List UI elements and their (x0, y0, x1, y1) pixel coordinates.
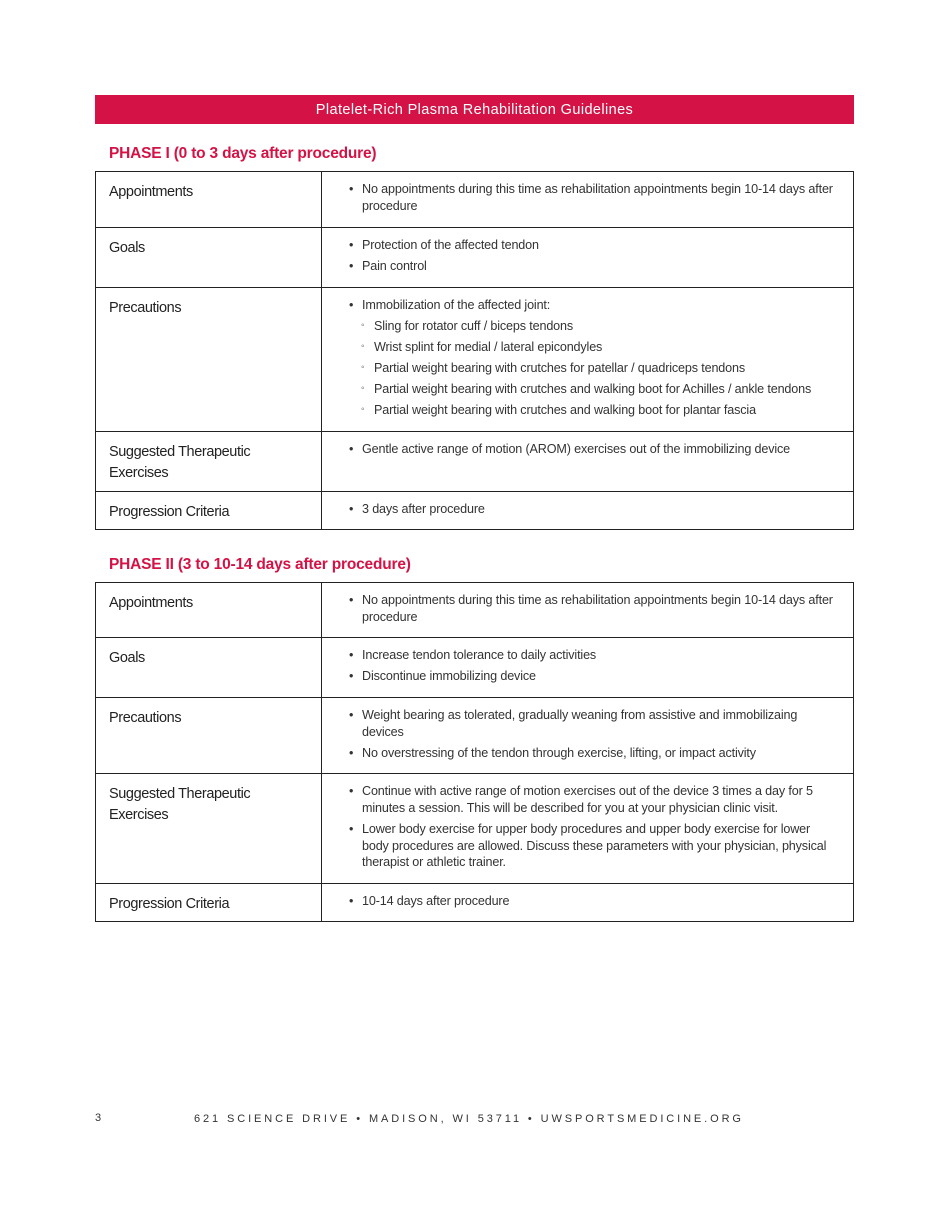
list-item: • No overstressing of the tendon through exercise, lifting, or impact activity (349, 745, 839, 762)
table-row-appointments (96, 583, 854, 638)
sub-list-item: ◦ Partial weight bearing with crutches and walking boot for Achilles / ankle tendons (349, 381, 839, 398)
list-item: • No appointments during this time as rehabilitation appointments begin 10-14 days after procedure (349, 181, 839, 215)
sub-list (362, 318, 839, 419)
sub-list-item: ◦ Partial weight bearing with crutches for patellar / quadriceps tendons (349, 360, 839, 377)
table-row-goals (96, 228, 854, 288)
table-row-precautions (96, 698, 854, 774)
row-label: Progression Criteria (96, 492, 322, 530)
row-label: Progression Criteria (96, 884, 322, 922)
table-row-exercises (96, 774, 854, 884)
row-content (322, 638, 854, 698)
sub-list-item: ◦ Partial weight bearing with crutches and walking boot for plantar fascia (349, 402, 839, 419)
list-item: • No appointments during this time as rehabilitation appointments begin 10-14 days after procedure (349, 592, 839, 626)
phase-2-table (95, 582, 854, 922)
phase-2-title: PHASE II (3 to 10-14 days after procedure) (109, 556, 411, 573)
list-item: • Pain control (349, 258, 839, 275)
table-row-progression (96, 884, 854, 922)
list-item: • Protection of the affected tendon (349, 237, 839, 254)
row-label: Appointments (96, 172, 322, 228)
row-content (322, 288, 854, 432)
page-number: 3 (95, 1112, 102, 1124)
row-content (322, 698, 854, 774)
row-label: Appointments (96, 583, 322, 638)
table-row-goals (96, 638, 854, 698)
list-item: • Continue with active range of motion exercises out of the device 3 times a day for 5 minutes a session. This will be described for you at your physician clinic visit. (349, 783, 839, 817)
phase-1-title: PHASE I (0 to 3 days after procedure) (109, 145, 377, 162)
row-label: Precautions (96, 288, 322, 432)
list-item: • 3 days after procedure (349, 501, 839, 518)
list-item-text: Immobilization of the affected joint: (362, 298, 551, 312)
list-item: • Gentle active range of motion (AROM) exercises out of the immobilizing device (349, 441, 839, 458)
row-content (322, 172, 854, 228)
row-content (322, 492, 854, 530)
list-item: • 10-14 days after procedure (349, 893, 839, 910)
row-label: Suggested Therapeutic Exercises (96, 432, 322, 492)
phase-1-table (95, 171, 854, 530)
sub-list-item: ◦ Wrist splint for medial / lateral epicondyles (349, 339, 839, 356)
row-label: Suggested Therapeutic Exercises (96, 774, 322, 884)
table-row-progression (96, 492, 854, 530)
row-label: Precautions (96, 698, 322, 774)
list-item (349, 297, 839, 419)
row-content (322, 774, 854, 884)
list-item: • Weight bearing as tolerated, gradually weaning from assistive and immobilizaing devices (349, 707, 839, 741)
document-banner (95, 95, 854, 124)
row-label: Goals (96, 638, 322, 698)
list-item: • Increase tendon tolerance to daily activities (349, 647, 839, 664)
list-item: • Lower body exercise for upper body procedures and upper body exercise for lower body procedures are allowed. Discuss these parameters with your physician, physical therapist or athletic trainer. (349, 821, 839, 871)
row-label: Goals (96, 228, 322, 288)
row-content (322, 228, 854, 288)
row-content (322, 884, 854, 922)
row-content (322, 432, 854, 492)
sub-list-item: ◦ Sling for rotator cuff / biceps tendons (349, 318, 839, 335)
table-row-exercises (96, 432, 854, 492)
banner-title: Platelet-Rich Plasma Rehabilitation Guidelines (315, 101, 634, 118)
footer-address: 621 SCIENCE DRIVE • MADISON, WI 53711 • UWSPORTSMEDICINE.ORG (194, 1113, 744, 1125)
row-content (322, 583, 854, 638)
table-row-precautions (96, 288, 854, 432)
table-row-appointments (96, 172, 854, 228)
list-item: • Discontinue immobilizing device (349, 668, 839, 685)
